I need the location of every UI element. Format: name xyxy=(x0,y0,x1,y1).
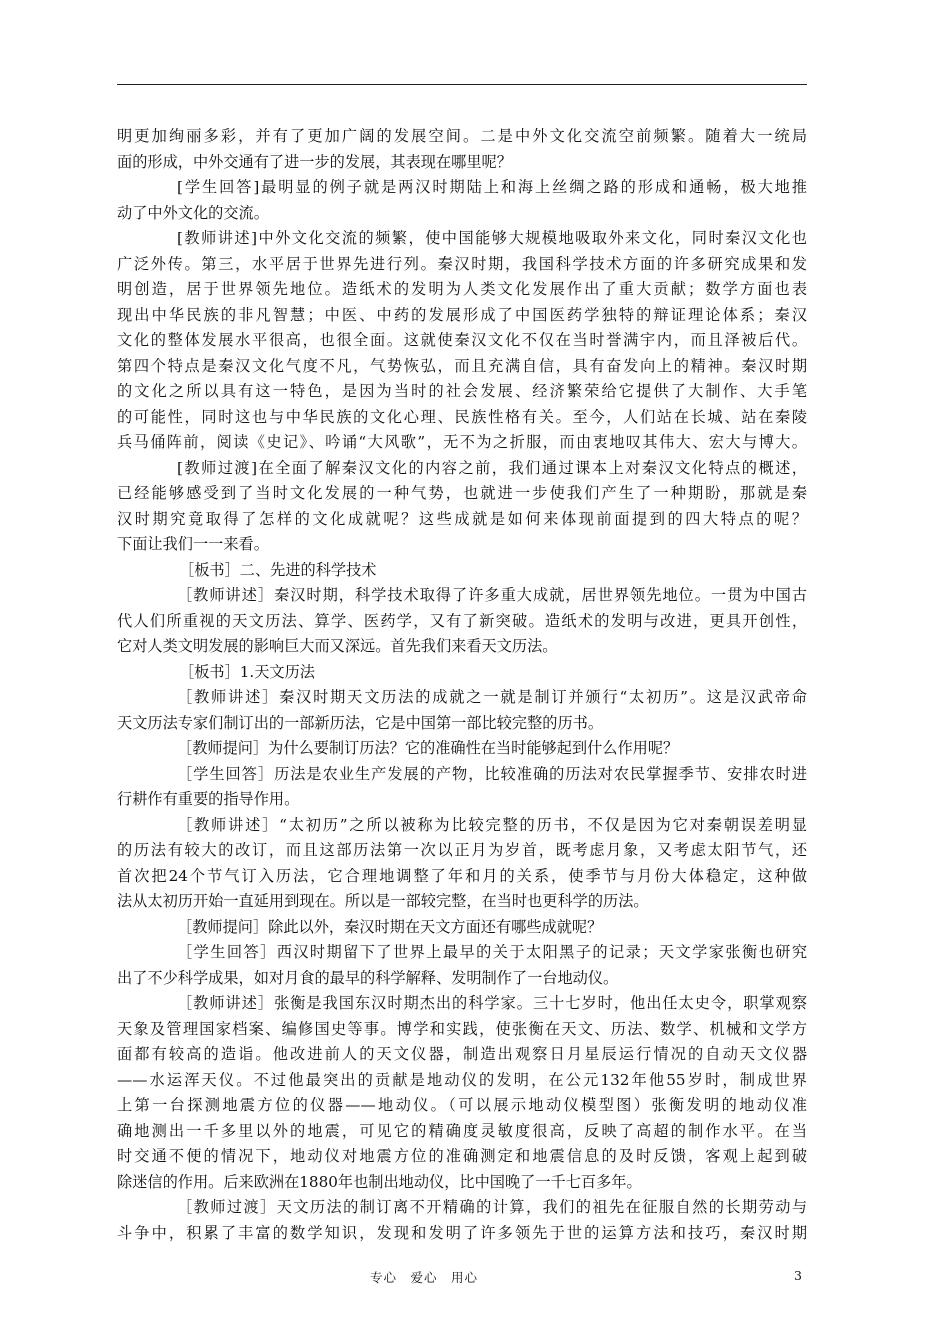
text-line: 法从太初历开始一直延用到现在。所以是一部较完整，在当时也更科学的历法。 xyxy=(117,892,649,910)
header-rule xyxy=(117,84,807,85)
text-line: 已经能够感受到了当时文化发展的一种气势，也就进一步使我们产生了一种期盼，那就是秦 xyxy=(117,484,807,502)
text-line: 确地测出一千多里以外的地震，可见它的精确度灵敏度很高，反映了高超的制作水平。在当 xyxy=(117,1121,807,1140)
text-line: 天象及管理国家档案、编修国史等事。博学和实践，使张衡在天文、历法、数学、机械和文学方 xyxy=(117,1019,807,1038)
text-line: 斗争中，积累了丰富的数学知识，发现和发明了许多领先于世的运算方法和技巧，秦汉时期 xyxy=(117,1223,807,1242)
text-line: 现出中华民族的非凡智慧；中医、中药的发展形成了中国医药学独特的辩证理论体系；秦汉 xyxy=(117,305,807,324)
text-line: [教师过渡]在全面了解秦汉文化的内容之前，我们通过课本上对秦汉文化特点的概述， xyxy=(177,458,807,477)
text-line: ［教师提问］为什么要制订历法？它的准确性在当时能够起到什么作用呢？ xyxy=(177,739,679,757)
document-body xyxy=(117,124,807,1246)
text-line: ［教师讲述］张衡是我国东汉时期杰出的科学家。三十七岁时，他出任太史令，职掌观察 xyxy=(177,994,807,1012)
page-footer xyxy=(0,1268,950,1288)
text-line: ［教师讲述］“太初历”之所以被称为比较完整的历书，不仅是因为它对秦朝误差明显 xyxy=(177,815,807,834)
text-line: 的文化之所以具有这一特色，是因为当时的社会发展、经济繁荣给它提供了大制作、大手笔 xyxy=(117,382,807,400)
text-line: 广泛外传。第三，水平居于世界先进行列。秦汉时期，我国科学技术方面的许多研究成果和发 xyxy=(117,254,807,273)
text-line: 除迷信的作用。后来欧洲在1880年也制出地动仪，比中国晚了一千七百多年。 xyxy=(117,1172,642,1191)
text-line: 时交通不便的情况下，地动仪对地震方位的准确测定和地震信息的及时反馈，客观上起到破 xyxy=(117,1147,807,1165)
text-line: ［板书］二、先进的科学技术 xyxy=(179,560,377,579)
text-line: 明创造，居于世界领先地位。造纸术的发明为人类文化发展作出了重大贡献；数学方面也表 xyxy=(117,280,807,298)
text-line: 面的形成，中外交通有了进一步的发展，其表现在哪里呢？ xyxy=(117,152,512,171)
text-line: 天文历法专家们制订出的一部新历法，它是中国第一部比较完整的历书。 xyxy=(117,713,603,732)
text-line: 的历法有较大的改订，而且这部历法第一次以正月为岁首，既考虑月象，又考虑太阳节气，还 xyxy=(117,841,807,859)
text-line: 汉时期究竟取得了怎样的文化成就呢？这些成就是如何来体现前面提到的四大特点的呢？ xyxy=(117,509,807,528)
text-line: [教师讲述]中外文化交流的频繁，使中国能够大规模地吸取外来文化，同时秦汉文化也 xyxy=(177,229,807,247)
text-line: 行耕作有重要的指导作用。 xyxy=(117,790,300,808)
text-line: 动了中外文化的交流。 xyxy=(117,203,269,222)
text-line: 第四个特点是秦汉文化气度不凡，气势恢弘，而且充满自信，具有奋发向上的精神。秦汉时期 xyxy=(117,356,807,375)
text-line: 首次把24个节气订入历法，它合理地调整了年和月的关系，使季节与月份大体稳定，这种做 xyxy=(117,866,807,885)
text-line: 它对人类文明发展的影响巨大而又深远。首先我们来看天文历法。 xyxy=(117,637,558,655)
text-line: 面都有较高的造诣。他改进前人的天文仪器，制造出观察日月星辰运行情况的自动天文仪器 xyxy=(117,1045,807,1063)
text-line: 代人们所重视的天文历法、算学、医药学，又有了新突破。造纸术的发明与改进，更具开创性， xyxy=(117,611,807,630)
text-line: ［学生回答］历法是农业生产发展的产物，比较准确的历法对农民掌握季节、安排农时进 xyxy=(177,764,807,783)
text-line: ［教师提问］除此以外，秦汉时期在天文方面还有哪些成就呢？ xyxy=(177,917,603,936)
text-line: ［教师讲述］秦汉时期天文历法的成就之一就是制订并颁行“太初历”。这是汉武帝命 xyxy=(177,688,807,706)
page-number: 3 xyxy=(794,1268,802,1283)
text-line: ［板书］1.天文历法 xyxy=(179,662,315,681)
text-line: 出了不少科学成果，如对月食的最早的科学解释、发明制作了一台地动仪。 xyxy=(117,968,619,987)
text-line: 下面让我们一一来看。 xyxy=(117,535,269,553)
text-line: 文化的整体发展水平很高，也很全面。这就使秦汉文化不仅在当时誉满宇内，而且泽被后代。 xyxy=(117,331,807,349)
text-line: 兵马俑阵前，阅读《史记》、吟诵“大风歌”，无不为之折服，而由衷地叹其伟大、宏大与博大。 xyxy=(117,433,807,451)
footer-motto: 专心 爱心 用心 xyxy=(370,1270,479,1285)
text-line: 的可能性，同时这也与中华民族的文化心理、民族性格有关。至今，人们站在长城、站在秦陵 xyxy=(117,407,807,426)
text-line: ［学生回答］西汉时期留下了世界上最早的关于太阳黑子的记录；天文学家张衡也研究 xyxy=(177,943,807,961)
text-line: ［教师讲述］秦汉时期，科学技术取得了许多重大成就，居世界领先地位。一贯为中国古 xyxy=(177,586,807,604)
text-line: ［教师过渡］天文历法的制订离不开精确的计算，我们的祖先在征服自然的长期劳动与 xyxy=(177,1198,807,1216)
text-line: [学生回答]最明显的例子就是两汉时期陆上和海上丝绸之路的形成和通畅，极大地推 xyxy=(177,178,807,196)
text-line: 上第一台探测地震方位的仪器——地动仪。（可以展示地动仪模型图）张衡发明的地动仪准 xyxy=(117,1096,807,1114)
text-line: ——水运浑天仪。不过他最突出的贡献是地动仪的发明，在公元132年他55岁时，制成世界 xyxy=(117,1070,807,1089)
text-line: 明更加绚丽多彩，并有了更加广阔的发展空间。二是中外文化交流空前频繁。随着大一统局 xyxy=(117,127,807,145)
